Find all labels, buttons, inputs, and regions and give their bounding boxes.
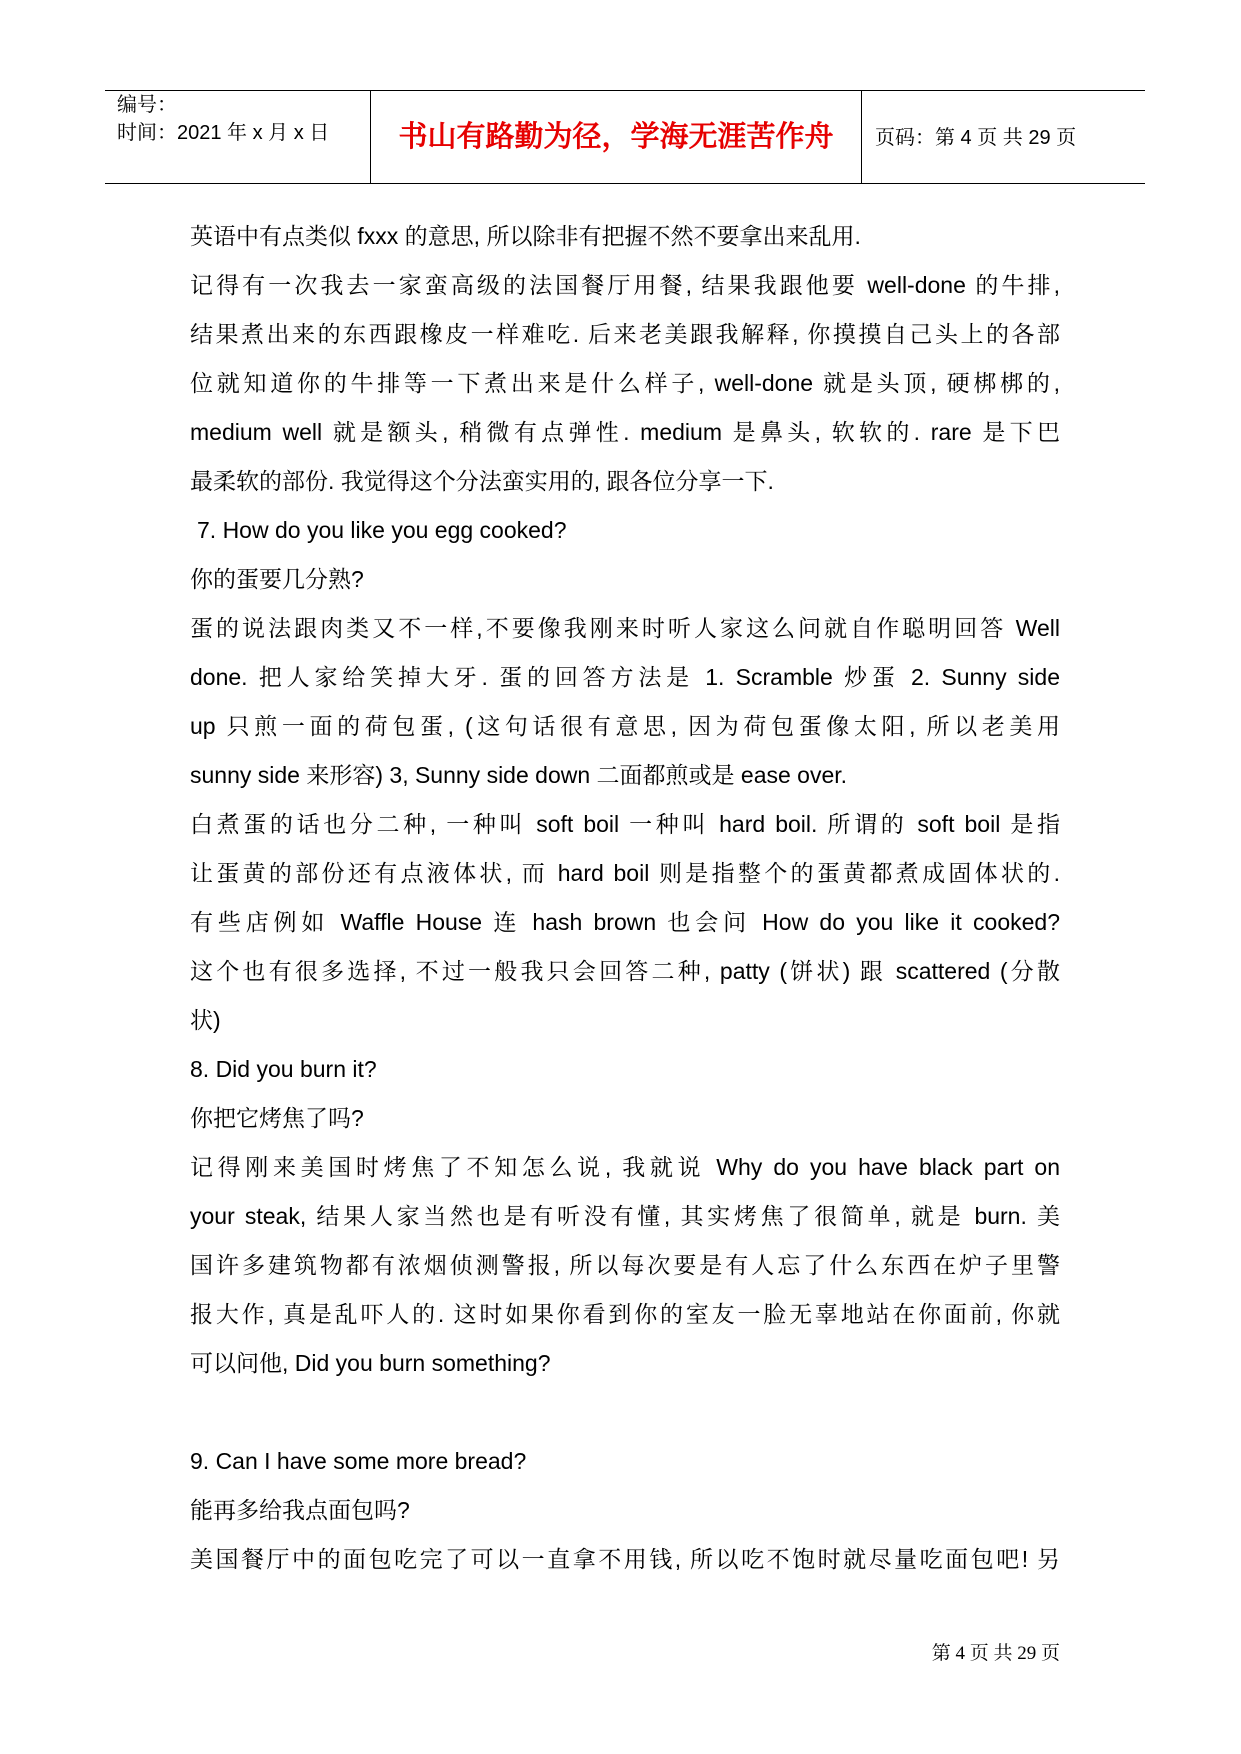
header-top-rule (105, 90, 1145, 91)
text-line: 位就知道你的牛排等一下煮出来是什么样子, well-done 就是头顶, 硬梆梆的, (190, 370, 1060, 396)
text-line: 你的蛋要几分熟? (190, 566, 364, 592)
section-heading-8: 8. Did you burn it? (190, 1056, 377, 1082)
text-line: 蛋的说法跟肉类又不一样,不要像我刚来时听人家这么问就自作聪明回答 Well (190, 615, 1060, 641)
text-line: done. 把人家给笑掉大牙. 蛋的回答方法是 1. Scramble 炒蛋 2. Sunny side (190, 664, 1060, 690)
header-time-label: 时间：2021 年 x 月 x 日 (117, 122, 330, 144)
text-line: 记得有一次我去一家蛮高级的法国餐厅用餐, 结果我跟他要 well-done 的牛排, (190, 272, 1060, 298)
text-line: sunny side 来形容) 3, Sunny side down 二面都煎或是 ease over. (190, 762, 848, 788)
text-line: 报大作, 真是乱吓人的. 这时如果你看到你的室友一脸无辜地站在你面前, 你就 (190, 1301, 1060, 1327)
text-line: 最柔软的部份. 我觉得这个分法蛮实用的, 跟各位分享一下. (190, 468, 774, 494)
text-line: 有些店例如 Waffle House 连 hash brown 也会问 How do you like it cooked? (190, 909, 1060, 935)
section-heading-7: 7. How do you like you egg cooked? (197, 517, 567, 543)
text-line: 你把它烤焦了吗? (190, 1105, 364, 1131)
text-line: 记得刚来美国时烤焦了不知怎么说, 我就说 Why do you have black part on (190, 1154, 1060, 1180)
text-line: 可以问他, Did you burn something? (190, 1350, 551, 1376)
text-line: 白煮蛋的话也分二种, 一种叫 soft boil 一种叫 hard boil. 所谓的 soft boil 是指 (190, 811, 1060, 837)
text-line: 美国餐厅中的面包吃完了可以一直拿不用钱, 所以吃不饱时就尽量吃面包吧! 另 (190, 1546, 1060, 1572)
blank-line (190, 1388, 1060, 1437)
document-body (190, 212, 1060, 1584)
text-line: medium well 就是额头, 稍微有点弹性. medium 是鼻头, 软软的. rare 是下巴 (190, 419, 1060, 445)
text-line: up 只煎一面的荷包蛋, (这句话很有意思, 因为荷包蛋像太阳, 所以老美用 (190, 713, 1060, 739)
text-line: 能再多给我点面包吗? (190, 1497, 410, 1523)
header-number-label: 编号： (117, 94, 177, 116)
section-heading-9: 9. Can I have some more bread? (190, 1448, 527, 1474)
header-page-label: 页码：第 4 页 共 29 页 (875, 127, 1077, 149)
text-line: 状) (190, 1007, 221, 1033)
text-line: your steak, 结果人家当然也是有听没有懂, 其实烤焦了很简单, 就是 burn. 美 (190, 1203, 1060, 1229)
text-line: 让蛋黄的部份还有点液体状, 而 hard boil 则是指整个的蛋黄都煮成固体状的. (190, 860, 1060, 886)
header-divider-right (861, 90, 862, 183)
header-bottom-rule (105, 183, 1145, 184)
text-line: 国许多建筑物都有浓烟侦测警报, 所以每次要是有人忘了什么东西在炉子里警 (190, 1252, 1060, 1278)
text-line: 这个也有很多选择, 不过一般我只会回答二种, patty (饼状) 跟 scattered (分散 (190, 958, 1060, 984)
footer-page-number: 第 4 页 共 29 页 (931, 1643, 1060, 1664)
text-line: 英语中有点类似 fxxx 的意思, 所以除非有把握不然不要拿出来乱用. (190, 223, 861, 249)
text-line: 结果煮出来的东西跟橡皮一样难吃. 后来老美跟我解释, 你摸摸自己头上的各部 (190, 321, 1060, 347)
header-motto: 书山有路勤为径，学海无涯苦作舟 (398, 121, 834, 153)
